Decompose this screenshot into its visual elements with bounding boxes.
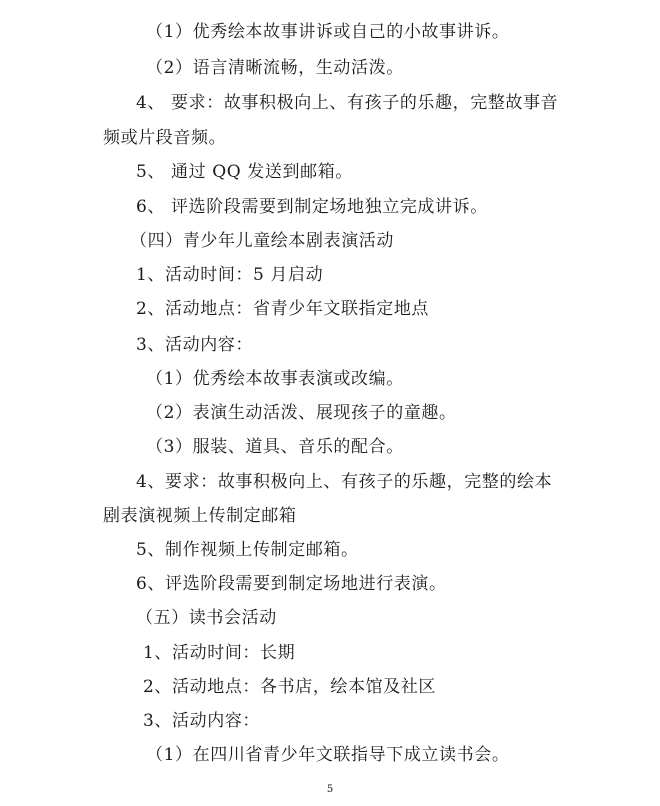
text-line: （2）表演生动活泼、展现孩子的童趣。 — [146, 403, 457, 423]
text-line: 1、活动时间：5 月启动 — [136, 265, 324, 285]
text-line: 6、 评选阶段需要到制定场地独立完成讲诉。 — [136, 197, 488, 217]
text-line: 5、 通过 QQ 发送到邮箱。 — [136, 162, 353, 182]
text-line: 剧表演视频上传制定邮箱 — [103, 506, 297, 526]
text-line: 2、活动地点：各书店，绘本馆及社区 — [143, 677, 437, 697]
text-line: 1、活动时间：长期 — [143, 643, 296, 663]
text-line: 3、活动内容： — [136, 335, 254, 355]
text-line: 频或片段音频。 — [103, 128, 227, 148]
text-line: 6、评选阶段需要到制定场地进行表演。 — [136, 574, 447, 594]
text-line: 4、 要求：故事积极向上、有孩子的乐趣，完整故事音 — [136, 93, 559, 113]
text-line: 4、要求：故事积极向上、有孩子的乐趣，完整的绘本 — [136, 472, 553, 492]
text-line: （1）优秀绘本故事表演或改编。 — [146, 369, 404, 389]
text-line: 5、制作视频上传制定邮箱。 — [136, 540, 359, 560]
section-heading: （四）青少年儿童绘本剧表演活动 — [130, 231, 394, 251]
text-line: 2、活动地点：省青少年文联指定地点 — [136, 299, 430, 319]
page-number: 5 — [326, 784, 334, 795]
text-line: 3、活动内容： — [143, 711, 261, 731]
text-line: （3）服装、道具、音乐的配合。 — [146, 437, 404, 457]
text-line: （1）优秀绘本故事讲诉或自己的小故事讲诉。 — [146, 22, 510, 42]
section-heading: （五）读书会活动 — [136, 608, 277, 628]
text-line: （1）在四川省青少年文联指导下成立读书会。 — [146, 745, 510, 765]
text-line: （2）语言清晰流畅，生动活泼。 — [146, 58, 404, 78]
